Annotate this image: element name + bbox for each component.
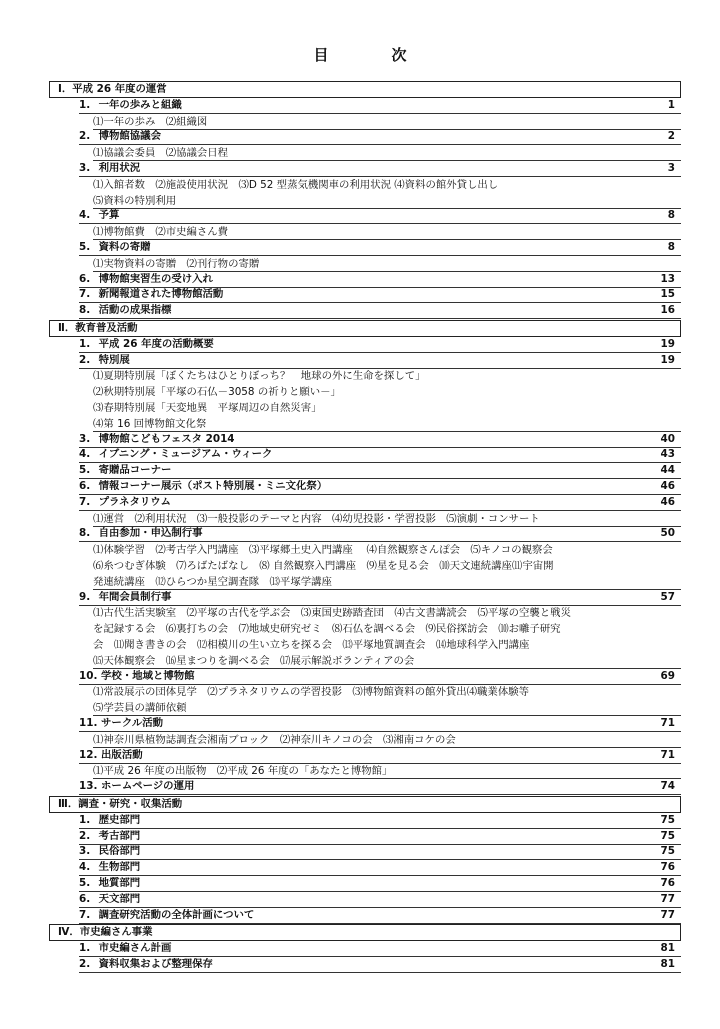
entry-number: 2.	[79, 958, 91, 970]
page-title: 目 次	[313, 46, 431, 64]
entry-page-number: 46	[660, 480, 675, 492]
toc-entry	[79, 241, 681, 256]
entry-label: 資料の寄贈	[95, 241, 151, 253]
entry-page-number: 15	[660, 288, 675, 301]
entry-label: 資料収集および整理保存	[95, 958, 213, 970]
entry-label: 自由参加・申込制行事	[95, 527, 203, 540]
entry-number: 5.	[79, 241, 91, 253]
entry-page-number: 3	[667, 162, 675, 174]
toc-entry	[79, 749, 681, 764]
toc-entry	[79, 861, 681, 876]
toc-entry	[79, 877, 681, 892]
entry-label: 調査研究活動の全体計画について	[95, 908, 255, 921]
entry-label: 民俗部門	[95, 845, 141, 858]
entry-subitems: ⑴博物館費 ⑵市史編さん費	[93, 225, 681, 240]
entry-subitems: ⑴実物資料の寄贈 ⑵刊行物の寄贈	[93, 257, 681, 272]
entry-number: 3.	[79, 162, 91, 174]
toc-entry	[79, 717, 681, 732]
entry-subitems: 発連続講座 ⑿ひらつか星空調査隊 ⒀平塚学講座	[93, 575, 681, 590]
toc-entry	[79, 288, 681, 303]
entry-page-number: 75	[660, 813, 675, 826]
entry-subitems: ⑶春期特別展「天変地異 平塚周辺の自然災害」	[93, 402, 322, 414]
entry-page-number: 13	[660, 272, 675, 285]
entry-number: 1.	[79, 942, 91, 955]
entry-label: サークル活動	[97, 717, 164, 729]
section-heading: Ⅱ．教育普及活動	[49, 320, 681, 337]
entry-subitems: ⑸資料の特別利用	[93, 194, 681, 209]
entry-number: 7.	[79, 495, 91, 508]
entry-label: 新聞報道された博物館活動	[95, 288, 224, 301]
toc-entry	[79, 527, 681, 542]
toc-entry	[79, 464, 681, 479]
entry-page-number: 77	[660, 892, 675, 905]
entry-number: 1.	[79, 98, 91, 111]
entry-number: 5.	[79, 877, 91, 889]
toc-entry	[79, 273, 681, 288]
entry-label: 予算	[95, 209, 120, 222]
entry-subitems: ⑴体験学習 ⑵考古学入門講座 ⑶平塚郷土史入門講座 ⑷自然観察さんぽ会 ⑸キノコの観察会	[93, 544, 553, 557]
entry-subitems: ⒂天体観察会 ⒃星まつりを調べる会 ⒄展示解説ボランティアの会	[93, 654, 681, 669]
entry-page-number: 75	[660, 829, 675, 842]
entry-subitems: を記録する会 ⑹裏打ちの会 ⑺地域史研究ゼミ ⑻石仏を調べる会 ⑼民俗探訪会 ⑽お囃子研究	[93, 623, 561, 636]
entry-subitems: ⑴常設展示の団体見学 ⑵プラネタリウムの学習投影 ⑶博物館資料の館外貸出⑷職業体験等	[93, 686, 529, 699]
entry-page-number: 46	[660, 495, 675, 508]
entry-number: 1.	[79, 813, 91, 826]
entry-number: 2.	[79, 130, 91, 143]
section-heading: Ⅳ．市史編さん事業	[49, 924, 681, 941]
entry-label: 博物館協議会	[95, 130, 161, 143]
entry-page-number: 50	[660, 527, 675, 540]
entry-page-number: 74	[660, 780, 675, 793]
entry-label: プラネタリウム	[95, 495, 171, 508]
entry-number: 9.	[79, 590, 91, 603]
entry-page-number: 1	[667, 98, 675, 111]
entry-number: 13.	[79, 780, 98, 793]
entry-page-number: 57	[660, 590, 675, 603]
entry-number: 4.	[79, 861, 91, 874]
entry-number: 8.	[79, 527, 91, 540]
entry-label: 出版活動	[97, 748, 143, 761]
entry-number: 11.	[79, 717, 98, 729]
entry-label: 特別展	[95, 353, 130, 366]
entry-subitems: ⑵秋期特別展「平塚の石仏－3058 の祈りと願い－」	[93, 386, 341, 399]
entry-number: 8.	[79, 304, 91, 317]
entry-number: 3.	[79, 432, 91, 445]
entry-subitems: ⑴一年の歩み ⑵組織図	[93, 115, 681, 130]
toc-entry	[79, 162, 681, 177]
entry-label: 年間会員制行事	[95, 590, 172, 603]
toc-entry	[79, 909, 681, 924]
toc-entry	[79, 830, 681, 845]
toc-entry	[79, 780, 681, 795]
toc-entry	[79, 893, 681, 908]
entry-number: 2.	[79, 829, 91, 842]
entry-number: 6.	[79, 480, 91, 492]
entry-label: 博物館実習生の受け入れ	[95, 272, 213, 285]
entry-page-number: 43	[660, 448, 675, 461]
entry-page-number: 69	[660, 669, 675, 682]
entry-page-number: 16	[660, 304, 675, 317]
entry-number: 2.	[79, 353, 91, 366]
entry-label: 利用状況	[95, 162, 141, 174]
toc-entry	[79, 496, 681, 511]
entry-label: 考古部門	[95, 829, 141, 842]
entry-subitems: ⑴協議会委員 ⑵協議会日程	[93, 146, 681, 161]
entry-label: 生物部門	[95, 861, 141, 874]
toc-entry	[79, 670, 681, 685]
entry-number: 4.	[79, 448, 91, 461]
entry-label: イブニング・ミュージアム・ウィーク	[95, 448, 273, 461]
toc-entry	[79, 480, 681, 495]
entry-number: 3.	[79, 845, 91, 858]
entry-number: 5.	[79, 464, 91, 477]
entry-label: 活動の成果指標	[95, 304, 172, 317]
entry-number: 1.	[79, 337, 91, 350]
entry-page-number: 81	[660, 942, 675, 955]
toc-entry	[79, 845, 681, 860]
entry-subitems: ⑹糸つむぎ体験 ⑺ろばたばなし ⑻ 自然観察入門講座 ⑼星を見る会 ⑽天文連続講座⑾宇宙開	[93, 560, 554, 572]
toc-entry	[79, 130, 681, 145]
entry-subitems: 会 ⑾聞き書きの会 ⑿相模川の生い立ちを探る会 ⒀平塚地質調査会 ⒁地球科学入門講座	[93, 639, 530, 651]
entry-label: 寄贈品コーナー	[95, 464, 172, 477]
entry-page-number: 40	[660, 432, 675, 445]
entry-page-number: 81	[660, 958, 675, 970]
entry-subitems: ⑴古代生活実験室 ⑵平塚の古代を学ぶ会 ⑶東国史跡踏査団 ⑷古文書講読会 ⑸平塚の空襲と戦災	[93, 607, 571, 620]
toc-entry	[79, 354, 681, 369]
entry-page-number: 2	[667, 130, 675, 143]
entry-page-number: 8	[667, 209, 675, 222]
entry-number: 4.	[79, 209, 91, 222]
entry-number: 10.	[79, 669, 98, 682]
entry-page-number: 44	[660, 464, 675, 477]
toc-entry	[79, 433, 681, 448]
entry-page-number: 77	[660, 908, 675, 921]
entry-subitems: ⑴神奈川県植物誌調査会湘南ブロック ⑵神奈川キノコの会 ⑶湘南コケの会	[93, 733, 681, 748]
entry-subitems: ⑸学芸員の講師依頼	[93, 701, 681, 716]
entry-page-number: 75	[660, 845, 675, 858]
toc-entry	[79, 448, 681, 463]
entry-subitems: ⑴夏期特別展「ぼくたちはひとりぼっち？ 地球の外に生命を探して」	[93, 370, 426, 383]
toc-entry	[79, 814, 681, 829]
toc-entry	[79, 942, 681, 957]
entry-page-number: 76	[660, 877, 675, 889]
entry-number: 6.	[79, 272, 91, 285]
entry-number: 6.	[79, 892, 91, 905]
entry-page-number: 76	[660, 861, 675, 874]
entry-label: 平成 26 年度の活動概要	[95, 337, 214, 350]
entry-label: 天文部門	[95, 892, 141, 905]
toc-entry	[79, 591, 681, 606]
toc-entry	[79, 99, 681, 114]
entry-page-number: 71	[660, 717, 675, 729]
entry-subitems: ⑴運営 ⑵利用状況 ⑶一般投影のテーマと内容 ⑷幼児投影・学習投影 ⑸演劇・コンサート	[93, 512, 681, 527]
section-heading: Ⅲ．調査・研究・収集活動	[49, 796, 681, 813]
toc-entry	[79, 958, 681, 973]
entry-number: 7.	[79, 908, 91, 921]
entry-page-number: 19	[660, 353, 675, 366]
entry-label: 歴史部門	[95, 813, 141, 826]
entry-label: 一年の歩みと組織	[95, 98, 182, 111]
entry-subitems: ⑴平成 26 年度の出版物 ⑵平成 26 年度の「あなたと博物館」	[93, 764, 681, 779]
entry-subitems: ⑷第 16 回博物館文化祭	[93, 417, 681, 432]
entry-page-number: 71	[660, 748, 675, 761]
entry-page-number: 8	[667, 241, 675, 253]
toc-entry	[79, 338, 681, 353]
entry-label: 博物館こどもフェスタ 2014	[95, 432, 235, 445]
toc-entry	[79, 304, 681, 319]
toc-entry	[79, 209, 681, 224]
entry-subitems: ⑴入館者数 ⑵施設使用状況 ⑶D 52 型蒸気機関車の利用状況 ⑷資料の館外貸し出し	[93, 178, 499, 191]
section-heading: Ⅰ．平成 26 年度の運営	[49, 81, 681, 98]
entry-page-number: 19	[660, 337, 675, 350]
entry-label: 市史編さん計画	[95, 942, 172, 955]
entry-number: 12.	[79, 748, 98, 761]
entry-label: 学校・地域と博物館	[97, 669, 195, 682]
entry-label: ホームページの運用	[97, 780, 195, 793]
entry-number: 7.	[79, 288, 91, 301]
entry-label: 情報コーナー展示（ポスト特別展・ミニ文化祭）	[95, 480, 328, 492]
entry-label: 地質部門	[95, 877, 141, 889]
